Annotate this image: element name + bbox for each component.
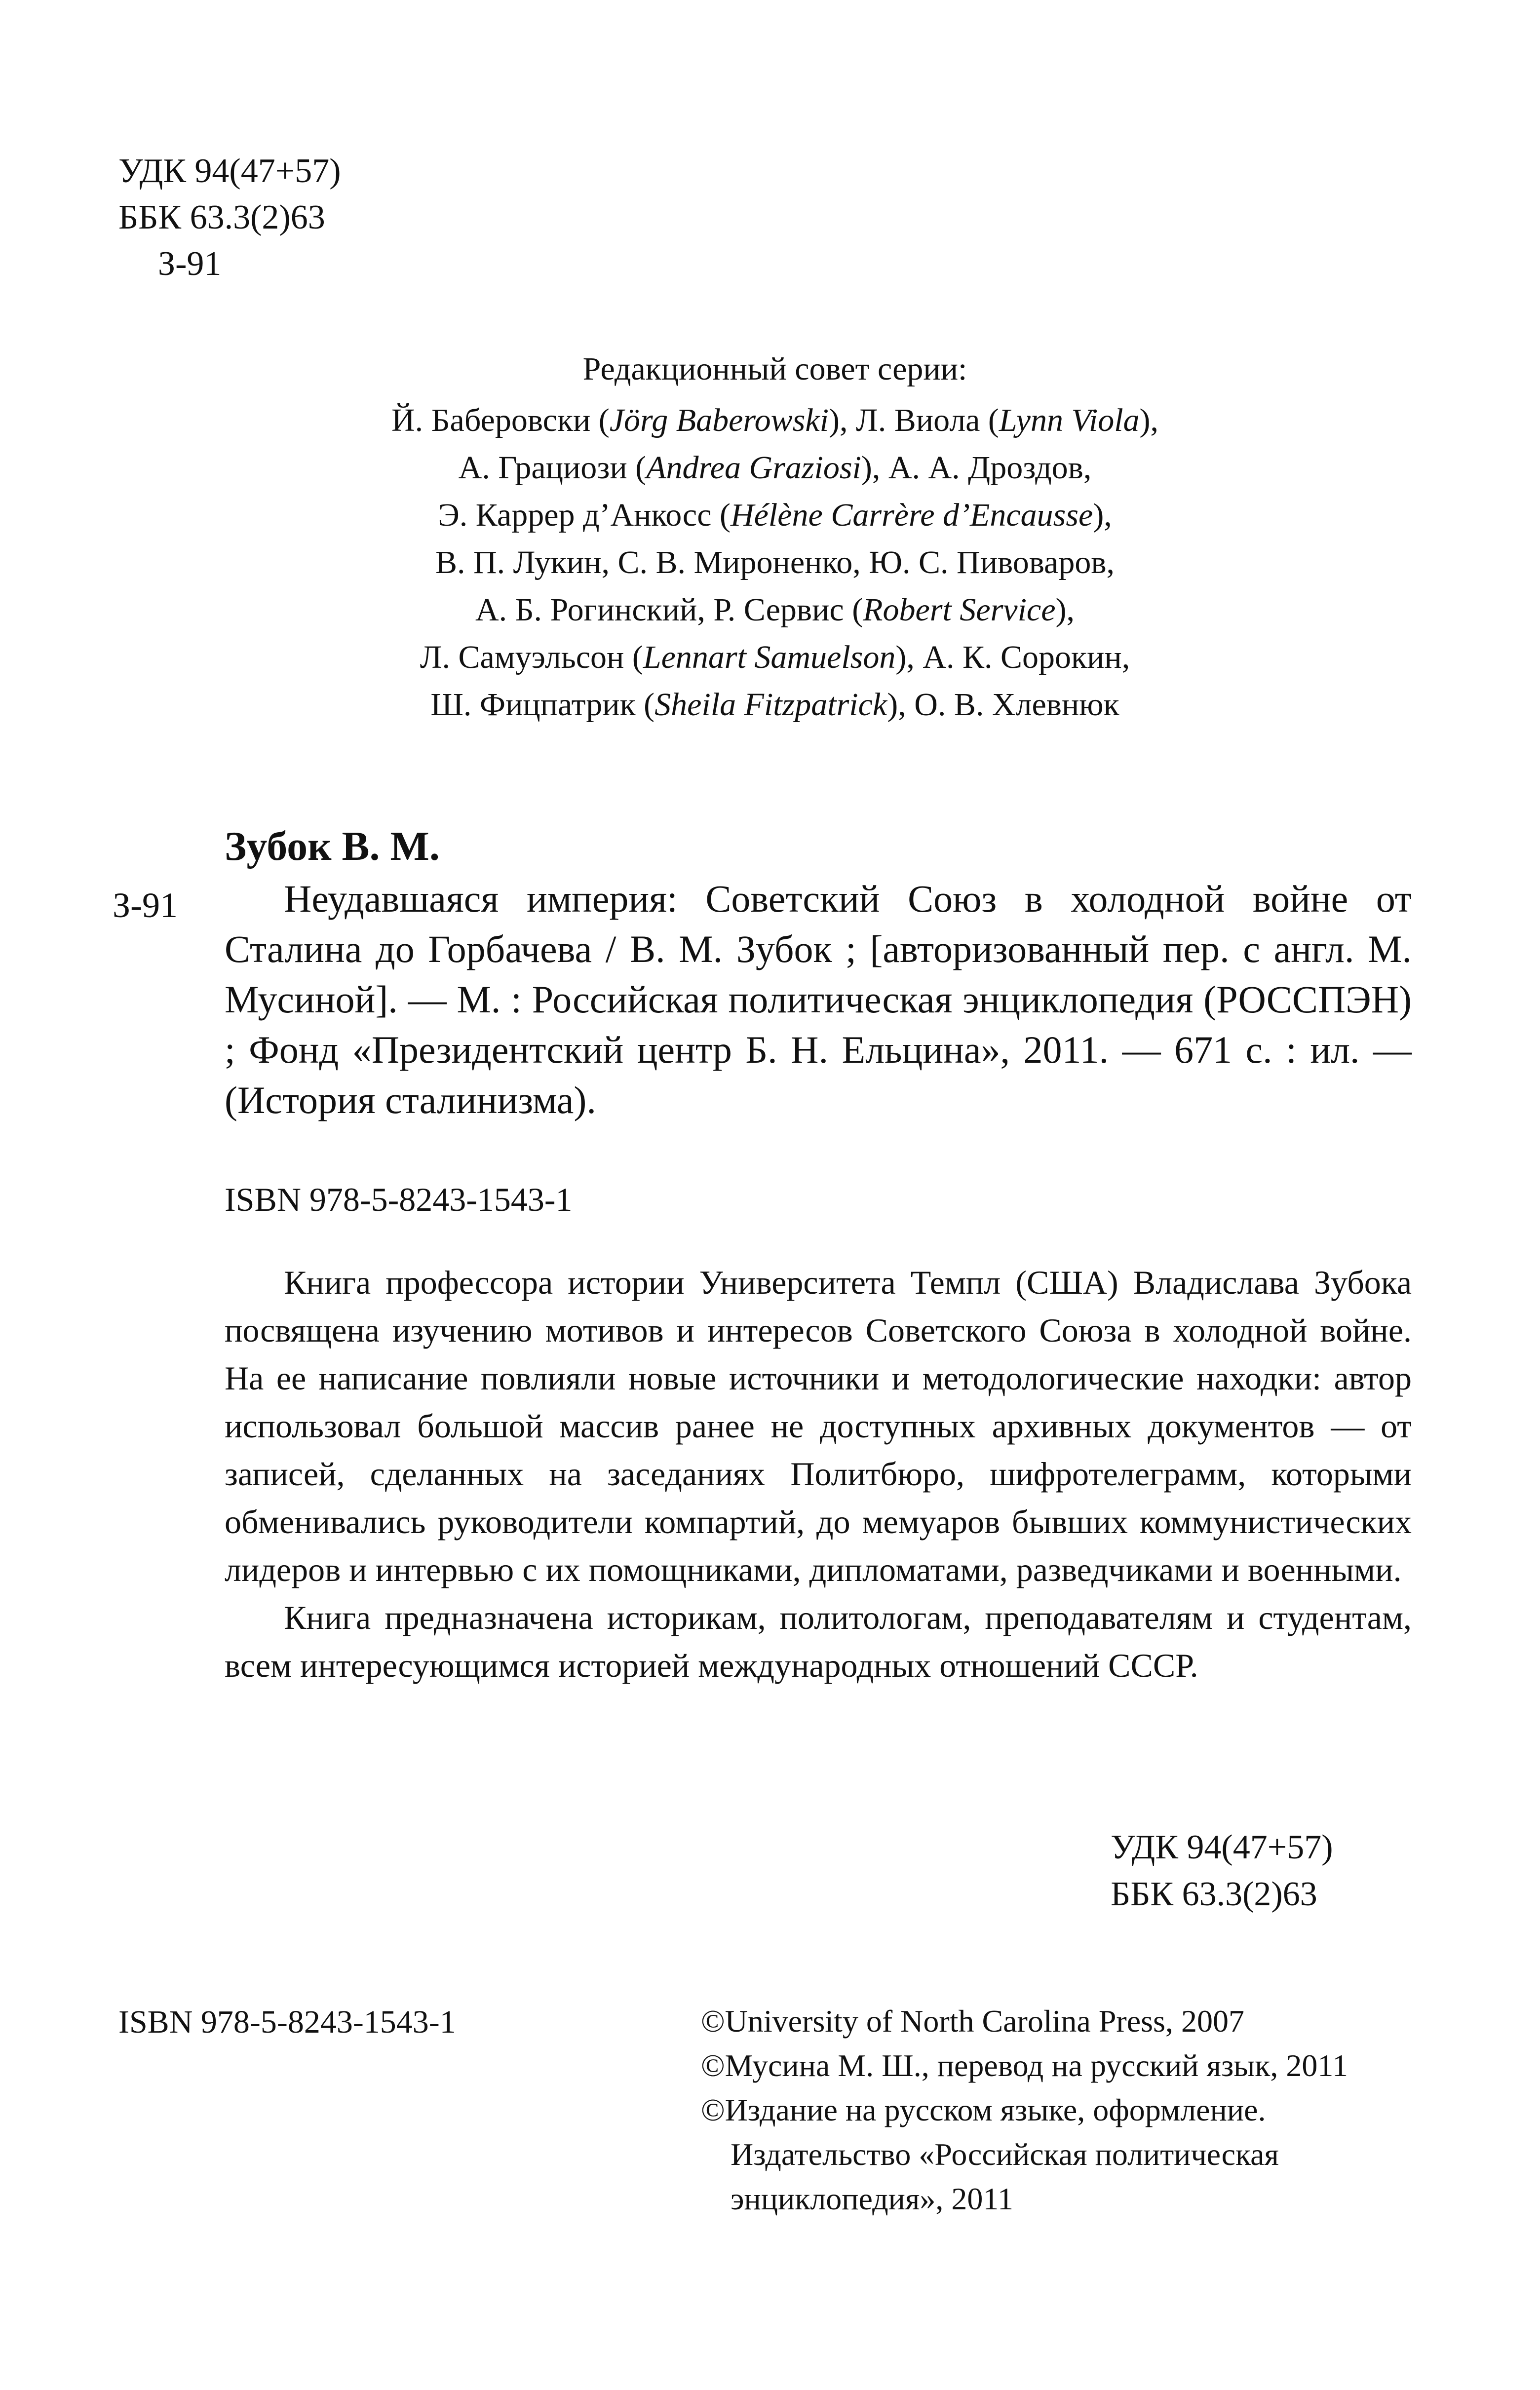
member-name-ru: Л. Самуэльсон ( — [420, 639, 643, 675]
punctuation: ), — [1139, 402, 1159, 438]
series-editorial-board — [267, 346, 1283, 729]
editorial-board-title: Редакционный совет серии: — [582, 351, 967, 387]
author-mark: З-91 — [158, 245, 222, 283]
editorial-board-line — [267, 539, 1283, 586]
classification-codes-bottom — [1111, 1824, 1333, 1918]
member-name-ru: ), А. К. Сорокин, — [895, 639, 1130, 675]
udk-code: УДК 94(47+57) — [118, 152, 341, 190]
annotation-paragraph: Книга предназначена историкам, политологам, преподавателям и студентам, всем интересующимся историей международных отношений СССР. — [225, 1599, 1412, 1684]
punctuation: ), — [1093, 497, 1112, 533]
member-name-ru: А. Грациози ( — [458, 450, 647, 486]
editorial-board-line — [267, 492, 1283, 539]
bbk-code: ББК 63.3(2)63 — [118, 198, 325, 236]
member-name-original: Hélène Carrère d’Encausse — [730, 497, 1093, 533]
member-name-ru: ), О. В. Хлевнюк — [887, 687, 1119, 723]
author-heading: Зубок В. М. — [225, 823, 440, 869]
annotation — [225, 1259, 1412, 1690]
member-name-ru: В. П. Лукин, С. В. Мироненко, Ю. С. Пивоваров, — [435, 544, 1115, 580]
udk-code: УДК 94(47+57) — [1111, 1828, 1333, 1866]
punctuation: ), — [1055, 592, 1075, 628]
isbn-line: ISBN 978-5-8243-1543-1 — [225, 1181, 573, 1218]
member-name-ru: ), Л. Виола ( — [828, 402, 999, 438]
member-name-original: Sheila Fitzpatrick — [654, 687, 887, 723]
editorial-board-line — [267, 634, 1283, 681]
classification-codes-top — [118, 148, 341, 287]
member-name-ru: Ш. Фицпатрик ( — [430, 687, 655, 723]
author-mark-side: З-91 — [113, 886, 178, 925]
bibliographic-description: Неудавшаяся империя: Советский Союз в холодной войне от Сталина до Горбачева / В. М. Зубок ; [авторизованный пер. с англ. М. Мусиной]. — М. : Российская политическая энциклопедия (РОССПЭН) ; Фонд «Президентский центр Б. Н. Ельцина», 2011. — 671 с. : ил. — (История сталинизма). — [225, 877, 1412, 1121]
editorial-board-line — [267, 681, 1283, 729]
member-name-original: Robert Service — [863, 592, 1056, 628]
member-name-original: Lennart Samuelson — [643, 639, 896, 675]
editorial-board-line — [267, 397, 1283, 444]
member-name-ru: Э. Каррер д’Анкосс ( — [438, 497, 731, 533]
isbn-line-bottom: ISBN 978-5-8243-1543-1 — [118, 2004, 456, 2040]
member-name-original: Lynn Viola — [999, 402, 1140, 438]
copyright-notice: ©Издание на русском языке, оформление. Издательство «Российская политическая энциклопедия», 2011 — [701, 2092, 1279, 2216]
member-name-ru: А. Б. Рогинский, Р. Сервис ( — [475, 592, 863, 628]
bbk-code: ББК 63.3(2)63 — [1111, 1875, 1317, 1913]
annotation-paragraph: Книга профессора истории Университета Темпл (США) Владислава Зубока посвящена изучению мотивов и интересов Советского Союза в холодной войне. На ее написание повлияли новые источники и методологические находки: автор использовал большой массив ранее не доступных архивных документов — от записей, сделанных на заседаниях Политбюро, шифротелеграмм, которыми обменивались руководители компартий, до мемуаров бывших коммунистических лидеров и интервью с их помощниками, дипломатами, разведчиками и военными. — [225, 1264, 1412, 1588]
editorial-board-line — [267, 586, 1283, 634]
member-name-original: Andrea Graziosi — [646, 450, 861, 486]
editorial-board-line — [267, 444, 1283, 492]
copyright-notices — [701, 1999, 1417, 2221]
member-name-original: Jörg Baberowski — [609, 402, 829, 438]
member-name-ru: ), А. А. Дроздов, — [861, 450, 1092, 486]
member-name-ru: Й. Баберовски ( — [391, 402, 610, 438]
copyright-notice: ©Мусина М. Ш., перевод на русский язык, 2011 — [701, 2048, 1348, 2083]
copyright-notice: ©University of North Carolina Press, 2007 — [701, 2004, 1244, 2039]
